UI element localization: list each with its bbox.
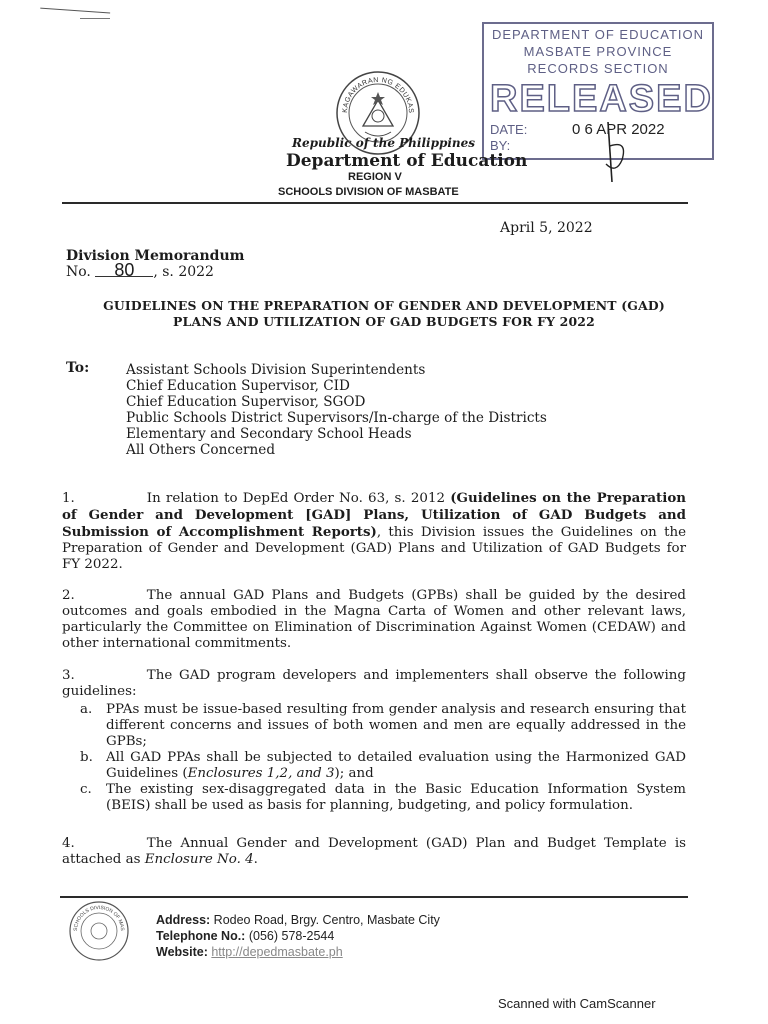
stamp-line-3: RECORDS SECTION — [527, 61, 669, 76]
paragraph-text: , this Division issues the Guidelines on the Preparation of Gender and Development (GAD) Plans and Utilization of GAD Budgets for FY 2022. — [62, 525, 687, 572]
memo-number-line — [66, 260, 214, 280]
header-republic: Republic of the Philippines — [292, 136, 476, 150]
address-value: Rodeo Road, Brgy. Centro, Masbate City — [210, 913, 440, 927]
website-label: Website: — [156, 945, 208, 959]
guidelines-list — [80, 702, 686, 814]
paragraph-3 — [62, 668, 686, 700]
header-region: REGION V — [348, 171, 402, 183]
list-item — [80, 750, 686, 782]
stamp-line-1: DEPARTMENT OF EDUCATION — [492, 27, 704, 42]
paragraph-number: 4. — [62, 836, 75, 851]
header-division: SCHOOLS DIVISION OF MASBATE — [278, 186, 459, 198]
list-item-text: All GAD PPAs shall be subjected to detailed evaluation using the Harmonized GAD Guidelines ( — [106, 750, 686, 781]
phone-value: (056) 578-2544 — [245, 929, 335, 943]
website-link[interactable]: http://depedmasbate.ph — [211, 945, 343, 959]
recipient: Elementary and Secondary School Heads — [126, 426, 412, 442]
recipient: All Others Concerned — [126, 442, 276, 458]
paragraph-1 — [62, 490, 686, 573]
paragraph-text: . — [253, 852, 258, 867]
footer-contact — [156, 912, 440, 960]
paragraph-text: In relation to DepEd Order No. 63, s. 2012 — [146, 491, 451, 506]
list-marker: a. — [80, 702, 93, 717]
header-divider — [62, 202, 688, 204]
recipient: Public Schools District Supervisors/In-charge of the Districts — [126, 410, 547, 426]
recipient: Assistant Schools Division Superintendents — [126, 362, 426, 378]
memo-date: April 5, 2022 — [500, 220, 593, 236]
memo-subject — [84, 298, 684, 330]
recipient: Chief Education Supervisor, CID — [126, 378, 350, 394]
memo-no-prefix: No. — [66, 264, 91, 280]
memo-series: , s. 2022 — [153, 264, 214, 280]
scan-mark — [80, 18, 110, 23]
paragraph-italic: Enclosure No. 4 — [144, 852, 254, 867]
phone-label: Telephone No.: — [156, 929, 246, 943]
stamp-by-label: BY: — [490, 138, 511, 153]
paragraph-text: The GAD program developers and implementers shall observe the following guidelines: — [62, 668, 686, 699]
stamp-date-label: DATE: — [490, 122, 528, 137]
camscanner-watermark: Scanned with CamScanner — [498, 996, 656, 1011]
list-item-text: ); and — [334, 766, 374, 781]
header-department: Department of Education — [286, 151, 528, 171]
list-marker: c. — [80, 782, 92, 797]
signature-initial — [588, 116, 648, 186]
list-marker: b. — [80, 750, 93, 765]
subject-line-2: PLANS AND UTILIZATION OF GAD BUDGETS FOR FY 2022 — [173, 314, 595, 329]
subject-line-1: GUIDELINES ON THE PREPARATION OF GENDER AND DEVELOPMENT (GAD) — [103, 298, 665, 313]
stamp-line-2: MASBATE PROVINCE — [523, 44, 673, 59]
paragraph-2 — [62, 588, 686, 652]
list-item — [80, 702, 686, 750]
to-label: To: — [66, 360, 90, 376]
recipient-list — [126, 362, 547, 458]
stamp-date-value: 0 6 APR 2022 — [572, 121, 665, 138]
paragraph-number: 1. — [62, 491, 75, 506]
paragraph-number: 2. — [62, 588, 75, 603]
division-seal — [68, 900, 130, 962]
list-item-italic: Enclosures 1,2, and 3 — [187, 766, 335, 781]
stamp-status: RELEASED — [490, 78, 713, 120]
paragraph-number: 3. — [62, 668, 75, 683]
footer-divider — [60, 896, 688, 898]
memo-number: 80 — [95, 264, 153, 277]
paragraph-text: The annual GAD Plans and Budgets (GPBs) shall be guided by the desired outcomes and goals embodied in the Magna Carta of Women and other relevant laws, particularly the Committee on Elimination of Discrimination Against Women (CEDAW) and other international commitments. — [62, 588, 686, 651]
paragraph-text: The Annual Gender and Development (GAD) Plan and Budget Template is attached as — [62, 836, 686, 867]
address-label: Address: — [156, 913, 211, 927]
division-seal-text: SCHOOLS DIVISION OF MAS — [72, 904, 126, 932]
memo-type: Division Memorandum — [66, 248, 245, 264]
list-item-text: The existing sex-disaggregated data in the Basic Education Information System (BEIS) shall be used as basis for planning, budgeting, and policy formulation. — [106, 782, 686, 813]
paragraph-bold-title: (Guidelines on the Preparation of Gender and Development [GAD] Plans, Utilization of GAD Budgets and Submission of Accomplishment Reports) — [62, 490, 686, 540]
list-item-text: PPAs must be issue-based resulting from gender analysis and research ensuring that different concerns and issues of both women and men are equally addressed in the GPBs; — [106, 702, 686, 749]
released-stamp — [482, 22, 714, 160]
recipient: Chief Education Supervisor, SGOD — [126, 394, 366, 410]
paragraph-4 — [62, 836, 686, 868]
list-item — [80, 782, 686, 814]
seal-text: KAGAWARAN NG EDUKAS — [341, 76, 415, 114]
